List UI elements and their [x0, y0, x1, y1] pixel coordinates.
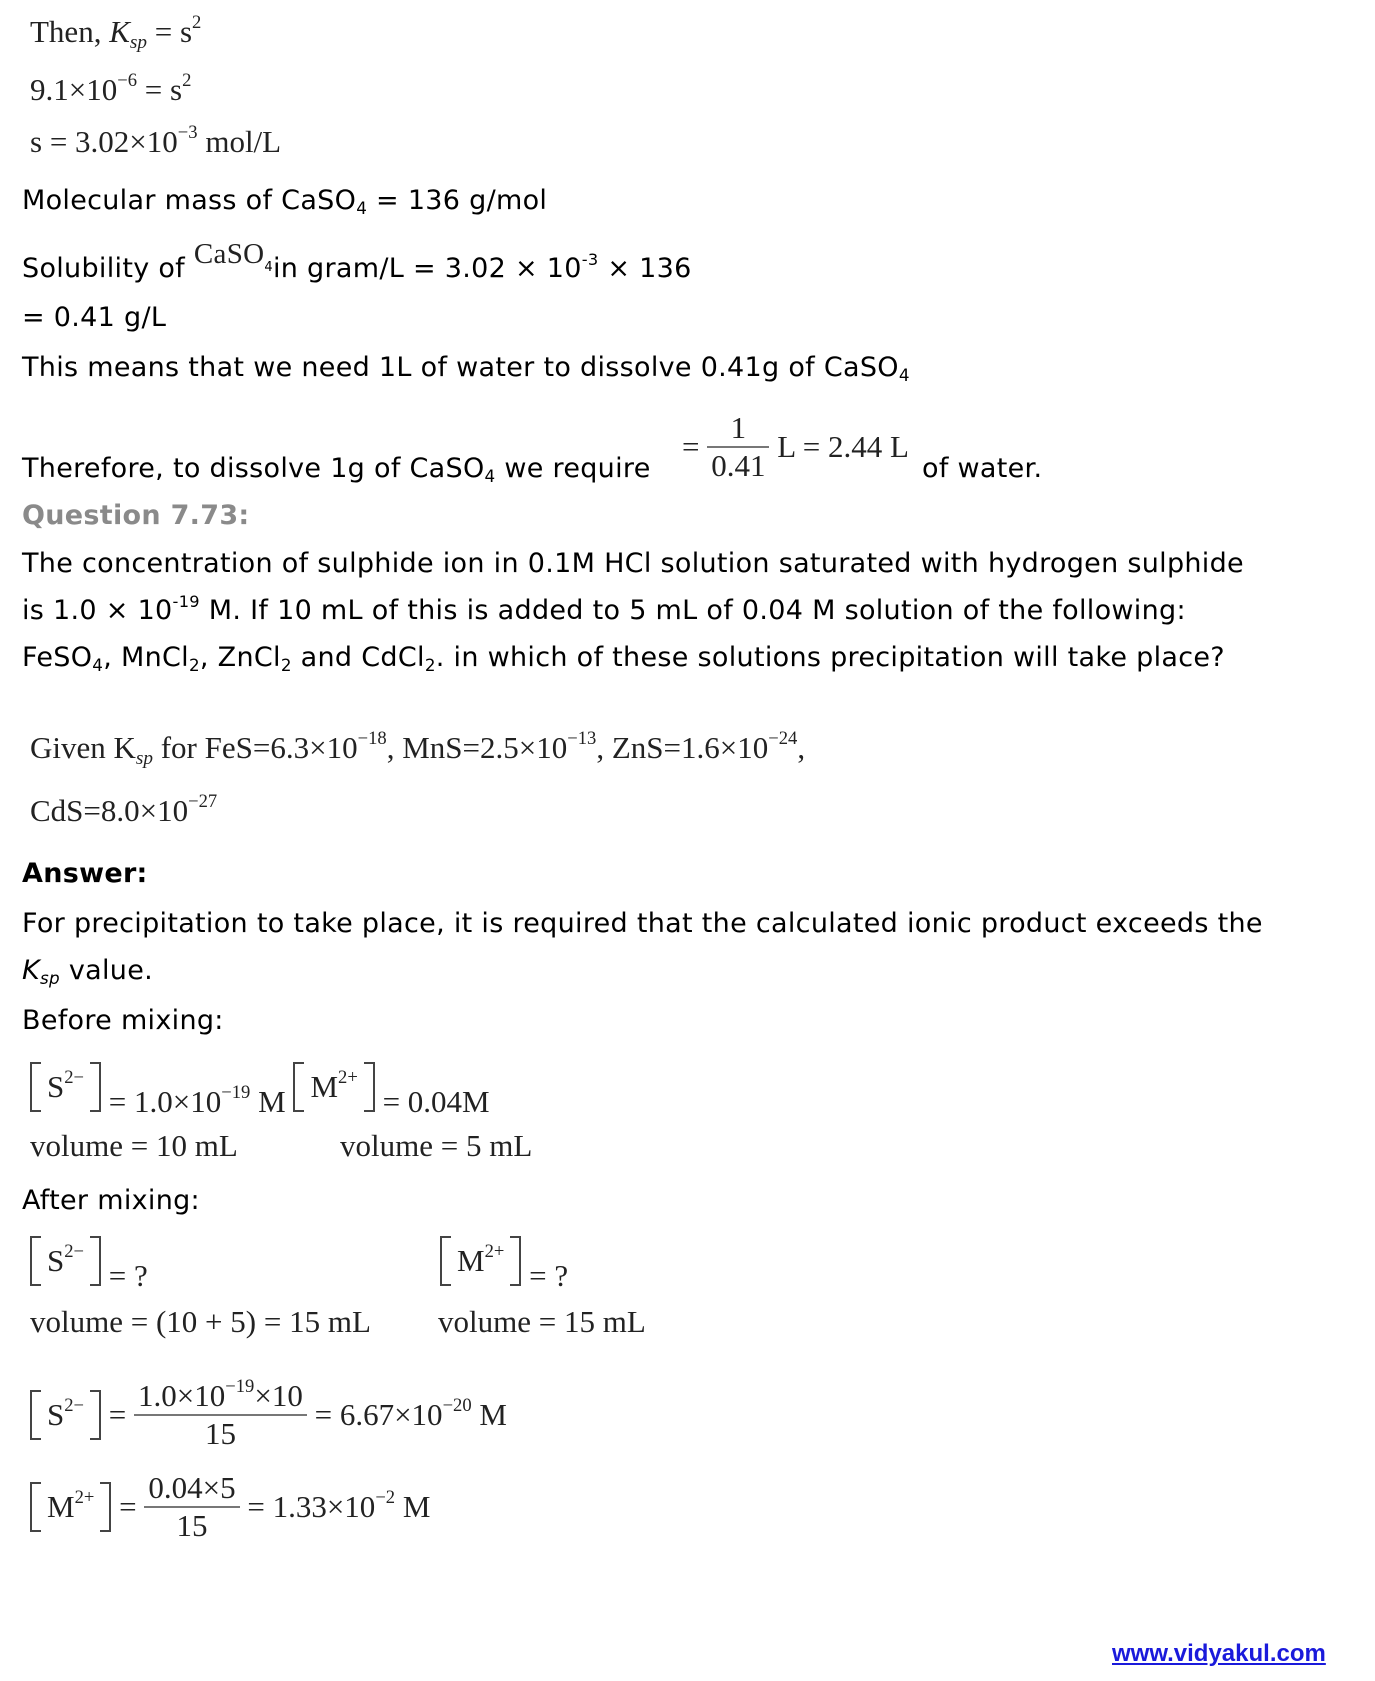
- calc-s-concentration: [30, 1378, 507, 1452]
- eq-text: s = 3.02×10: [30, 124, 178, 159]
- sub: 2: [424, 655, 436, 676]
- eq-sub: sp: [129, 31, 147, 53]
- sub: 4: [484, 466, 496, 487]
- eq-text: L = 2.44 L: [777, 429, 909, 464]
- eq-ksp-value: [30, 72, 191, 108]
- eq-solubility-s: [30, 124, 281, 160]
- text: Therefore, to dissolve 1g of CaSO: [22, 453, 485, 484]
- eq-sup: 2: [192, 12, 202, 34]
- eq-sign: =: [108, 1397, 127, 1432]
- sup: -19: [172, 591, 200, 611]
- result: [315, 1397, 507, 1432]
- text: . in which of these solutions precipitation will take place?: [435, 642, 1225, 673]
- text: we require: [495, 453, 651, 484]
- question-heading: Question 7.73:: [22, 500, 250, 531]
- text: value.: [59, 955, 153, 986]
- before-concentrations: [30, 1062, 490, 1120]
- before-volume-1: volume = 10 mL: [30, 1128, 238, 1163]
- eq-text: K: [109, 14, 130, 49]
- question-line-2: [22, 591, 1186, 626]
- eq-sup: −3: [177, 122, 198, 144]
- sub: 4: [356, 198, 368, 219]
- text: ,: [797, 730, 806, 765]
- sub: 4: [898, 365, 910, 386]
- means-line: [22, 352, 910, 386]
- result-gl: = 0.41 g/L: [22, 302, 167, 333]
- text: Solubility of: [22, 253, 194, 284]
- text: = 1.33×10: [247, 1489, 376, 1524]
- text: is 1.0 × 10: [22, 595, 173, 626]
- text: Molecular mass of CaSO: [22, 185, 357, 216]
- formula: CaSO: [193, 238, 265, 270]
- sup: −13: [567, 728, 597, 750]
- text: = 136 g/mol: [367, 185, 548, 216]
- molecular-mass-line: [22, 185, 548, 219]
- eq-text: 9.1×10: [30, 72, 118, 107]
- answer-line-1: For precipitation to take place, it is required that the calculated ionic product exceeds the: [22, 908, 1263, 939]
- calc-m-concentration: [30, 1470, 430, 1544]
- text: in gram/L = 3.02 × 10: [272, 253, 582, 284]
- ion: S: [47, 1397, 65, 1432]
- eq-text: = s: [137, 72, 183, 107]
- result: [247, 1489, 430, 1524]
- after-s-unknown: [30, 1236, 148, 1294]
- question-line-3: [22, 642, 1225, 676]
- bracket: [30, 1236, 101, 1286]
- volume-fraction: [682, 410, 909, 484]
- ion: M: [310, 1069, 339, 1104]
- eq-sign: =: [682, 429, 700, 464]
- text: K: [22, 955, 41, 986]
- text: , MnCl: [103, 642, 189, 673]
- sup: 2−: [64, 1241, 85, 1263]
- eq-text: Then,: [30, 14, 110, 49]
- sub: sp: [40, 968, 60, 989]
- eq-ksp: [30, 12, 202, 53]
- sup: 2+: [338, 1067, 358, 1089]
- text: , MnS=2.5×10: [386, 730, 568, 765]
- denominator: 15: [144, 1506, 239, 1544]
- text: CdS=8.0×10: [30, 793, 189, 828]
- sub: 4: [92, 655, 104, 676]
- bracket: [30, 1482, 111, 1532]
- solubility-line: [22, 238, 692, 285]
- sup: −19: [225, 1376, 255, 1398]
- denominator: 0.41: [707, 446, 769, 484]
- text: = 6.67×10: [314, 1397, 443, 1432]
- text: 1.0×10: [138, 1378, 226, 1413]
- ion: S: [47, 1069, 65, 1104]
- eq-text: = s: [146, 14, 193, 49]
- therefore-line: [22, 453, 651, 487]
- answer-heading: Answer:: [22, 858, 148, 889]
- bracket: [293, 1062, 374, 1112]
- bracket: [30, 1062, 101, 1112]
- sup: 2+: [74, 1487, 95, 1509]
- before-mixing: Before mixing:: [22, 1005, 224, 1036]
- text: Given K: [30, 730, 136, 765]
- fraction: [134, 1378, 307, 1452]
- sup: 2−: [64, 1395, 85, 1417]
- text: This means that we need 1L of water to dissolve 0.41g of CaSO: [22, 352, 899, 383]
- bracket: [440, 1236, 521, 1286]
- eq-sign: =: [119, 1489, 137, 1524]
- text: FeSO: [22, 642, 93, 673]
- text: , ZnCl: [199, 642, 281, 673]
- numerator: [134, 1378, 307, 1414]
- ion: S: [47, 1243, 65, 1278]
- sub: 2: [280, 655, 292, 676]
- given-ksp-line: [30, 728, 806, 769]
- question-line-1: The concentration of sulphide ion in 0.1M HCl solution saturated with hydrogen sulphide: [22, 548, 1244, 579]
- after-volume-2: volume = 15 mL: [438, 1304, 646, 1339]
- text: and CdCl: [291, 642, 425, 673]
- text: × 136: [598, 253, 692, 284]
- text: , ZnS=1.6×10: [596, 730, 769, 765]
- text: = 1.0×10: [108, 1084, 222, 1119]
- of-water: of water.: [922, 453, 1043, 484]
- fraction: [144, 1470, 239, 1544]
- text: = ?: [108, 1258, 148, 1293]
- after-volume-1: volume = (10 + 5) = 15 mL: [30, 1304, 371, 1339]
- given-ksp-line-2: [30, 793, 217, 829]
- after-m-unknown: [440, 1236, 568, 1294]
- text: M. If 10 mL of this is added to 5 mL of 0.04 M solution of the following:: [199, 595, 1186, 626]
- sup: −20: [442, 1395, 472, 1417]
- sup: −19: [221, 1082, 251, 1104]
- sup: −27: [188, 791, 218, 813]
- sub: 2: [188, 655, 200, 676]
- eq-sup: −6: [117, 70, 138, 92]
- text: M: [395, 1489, 431, 1524]
- text: = 0.04M: [382, 1084, 490, 1119]
- sup: 2+: [484, 1241, 505, 1263]
- sub: 4: [264, 259, 273, 275]
- eq-sup: 2: [182, 70, 192, 92]
- answer-line-2: [22, 955, 153, 989]
- text: M: [250, 1084, 286, 1119]
- numerator: 0.04×5: [148, 1470, 236, 1505]
- sup: 2−: [64, 1067, 85, 1089]
- sup: −24: [768, 728, 798, 750]
- numerator: 1: [730, 410, 747, 445]
- text: = ?: [529, 1258, 569, 1293]
- ion: M: [457, 1243, 485, 1278]
- text: for FeS=6.3×10: [152, 730, 358, 765]
- before-volume-2: volume = 5 mL: [340, 1128, 533, 1163]
- text: M: [471, 1397, 507, 1432]
- sup: −18: [357, 728, 387, 750]
- fraction: [707, 410, 769, 484]
- text: ×10: [254, 1378, 303, 1413]
- sub: sp: [135, 747, 153, 769]
- website-link[interactable]: www.vidyakul.com: [1112, 1640, 1326, 1667]
- denominator: 15: [134, 1414, 307, 1452]
- sup: −2: [375, 1487, 396, 1509]
- sup: -3: [581, 249, 599, 269]
- after-mixing: After mixing:: [22, 1185, 200, 1216]
- bracket: [30, 1390, 101, 1440]
- ion: M: [47, 1489, 75, 1524]
- eq-text: mol/L: [197, 124, 282, 159]
